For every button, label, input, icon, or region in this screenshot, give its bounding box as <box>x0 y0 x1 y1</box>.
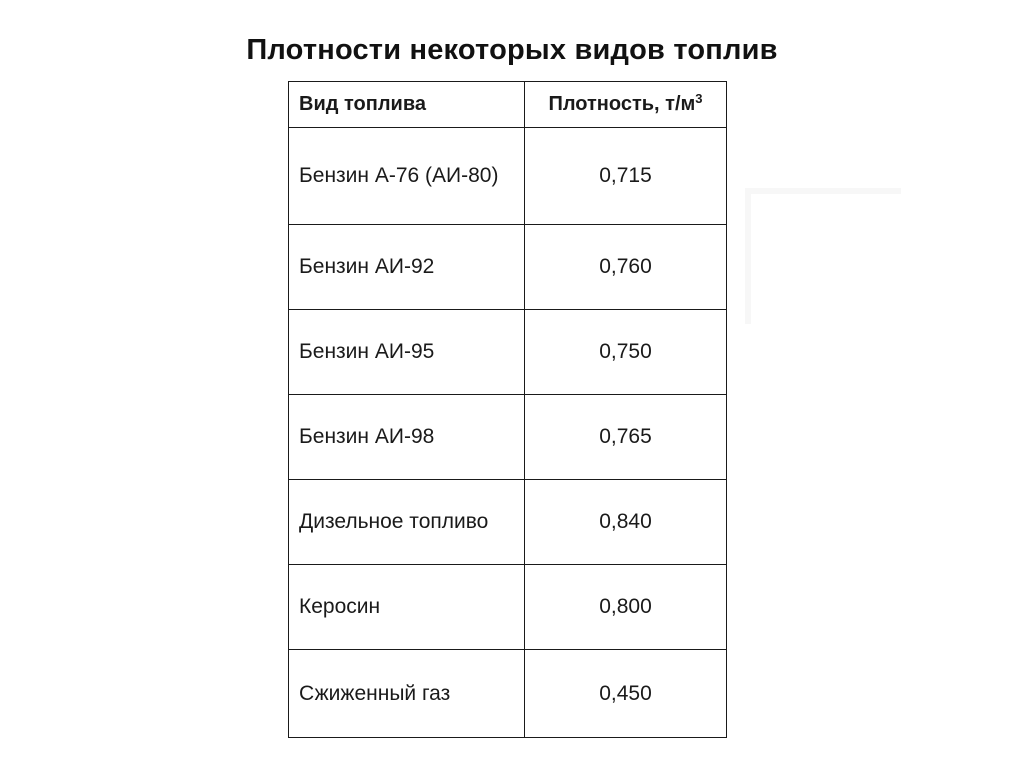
fuel-name-cell: Бензин А-76 (АИ-80) <box>289 128 525 225</box>
table-row <box>289 310 727 395</box>
fuel-name-cell: Керосин <box>289 565 525 650</box>
table-row <box>289 225 727 310</box>
density-value-cell: 0,750 <box>525 310 727 395</box>
density-value-cell: 0,840 <box>525 480 727 565</box>
density-value-cell: 0,715 <box>525 128 727 225</box>
fuel-name-cell: Бензин АИ-95 <box>289 310 525 395</box>
fuel-name-cell: Бензин АИ-98 <box>289 395 525 480</box>
fuel-density-table <box>288 81 727 738</box>
fuel-name-cell: Дизельное топливо <box>289 480 525 565</box>
header-density <box>525 82 727 128</box>
density-value-cell: 0,760 <box>525 225 727 310</box>
header-density-label: Плотность, т/м <box>548 93 696 115</box>
fuel-name-cell: Бензин АИ-92 <box>289 225 525 310</box>
table-row <box>289 565 727 650</box>
density-value-cell: 0,765 <box>525 395 727 480</box>
table-row <box>289 650 727 738</box>
header-density-unit-superscript: 3 <box>695 91 703 106</box>
table-header-row <box>289 82 727 128</box>
faint-background-mark <box>745 188 901 324</box>
density-value-cell: 0,800 <box>525 565 727 650</box>
table-row <box>289 395 727 480</box>
fuel-name-cell: Сжиженный газ <box>289 650 525 738</box>
slide-title: Плотности некоторых видов топлив <box>246 34 778 66</box>
table-row <box>289 128 727 225</box>
header-fuel-type: Вид топлива <box>289 82 525 128</box>
density-value-cell: 0,450 <box>525 650 727 738</box>
table-row <box>289 480 727 565</box>
